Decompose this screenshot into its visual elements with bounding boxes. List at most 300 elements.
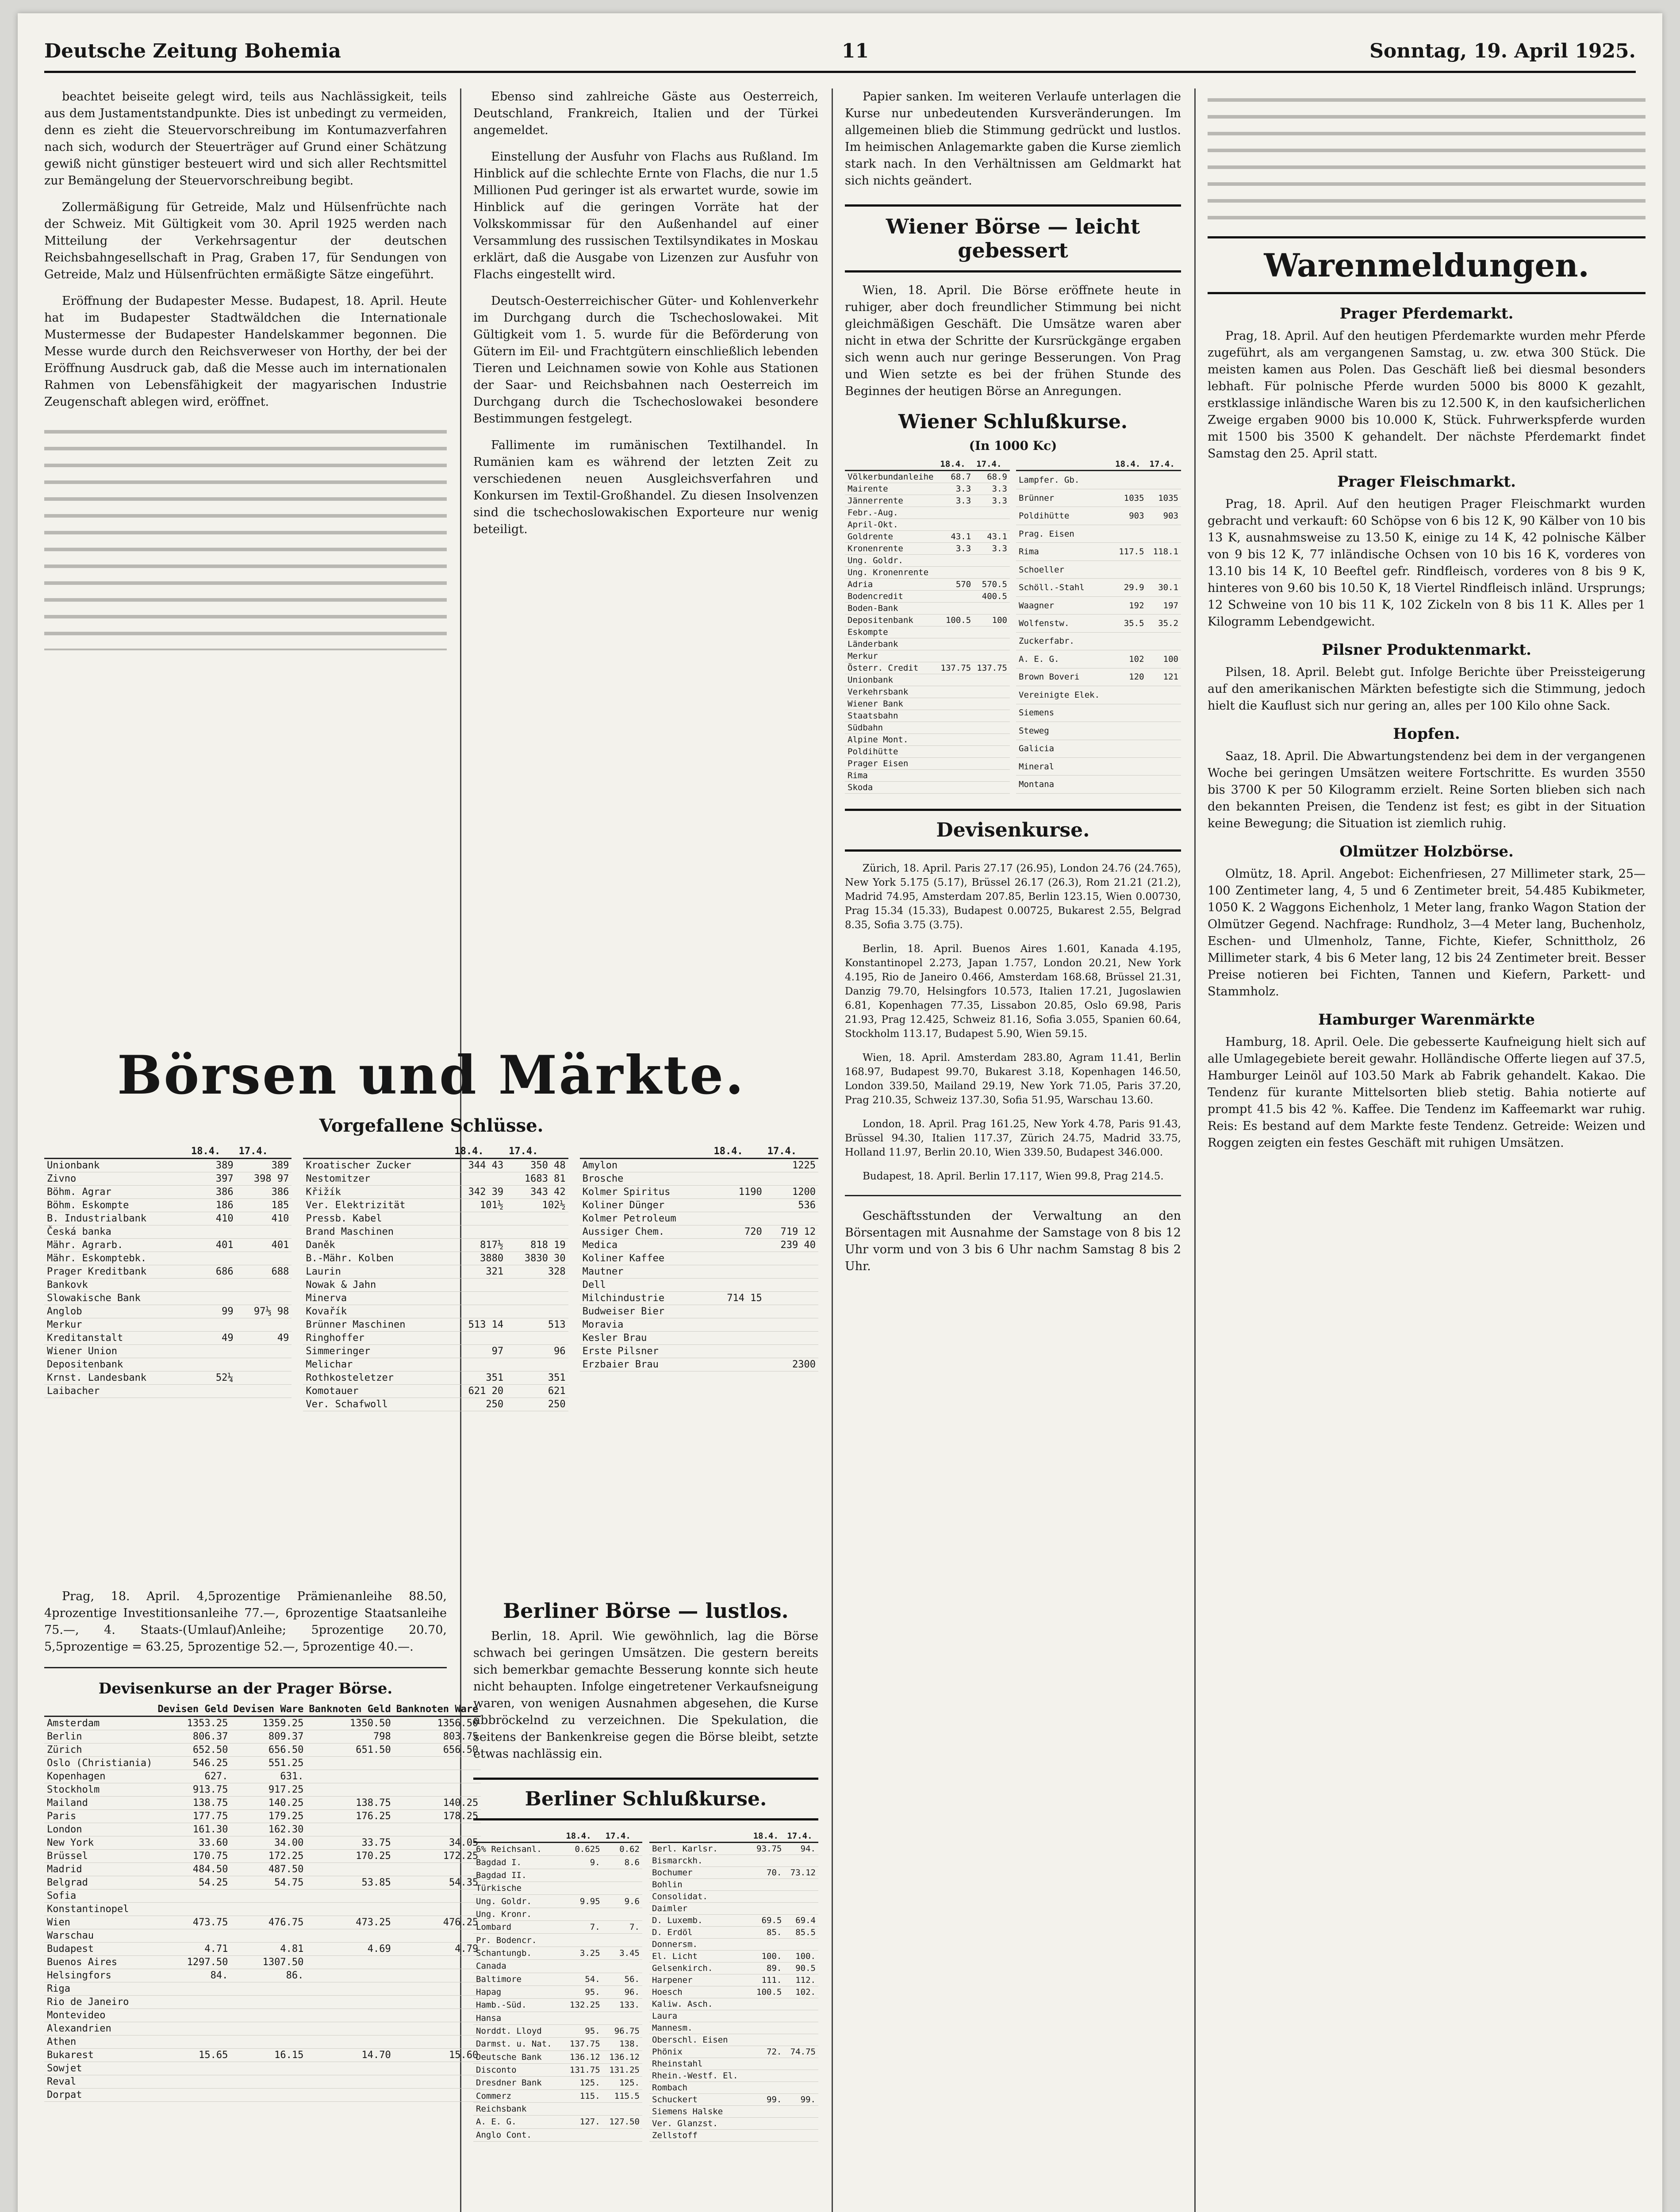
quote-value [230, 2075, 306, 2089]
quote-value [603, 1908, 642, 1920]
quote-value: 102 [1112, 650, 1147, 668]
quote-value [765, 1292, 818, 1305]
table-row [303, 1332, 568, 1345]
table-row [473, 1895, 642, 1908]
pilsner-heading: Pilsner Produktenmarkt. [1322, 641, 1531, 659]
quote-value: 35.2 [1147, 614, 1181, 632]
quote-value [974, 638, 1010, 650]
article-paragraph: Ebenso sind zahlreiche Gäste aus Oesterreich, Deutschland, Frankreich, Italien und der Türkei angemeldet. [473, 90, 818, 137]
quote-value: 112. [784, 1974, 818, 1986]
quote-value [306, 1903, 393, 1916]
quote-value [394, 1903, 481, 1916]
quote-value: 536 [765, 1199, 818, 1212]
security-name: Ung. Goldr. [845, 555, 937, 567]
table-row [473, 1960, 642, 1973]
table-row [44, 1252, 292, 1265]
quote-value: 476.25 [394, 1916, 481, 1929]
quote-value: 386 [188, 1186, 236, 1199]
quote-value [236, 1292, 292, 1305]
security-name: Koliner Dünger [580, 1199, 711, 1212]
waren-heading: Warenmeldungen. [1208, 236, 1645, 294]
quote-value [306, 2022, 393, 2035]
table-row [303, 1186, 568, 1199]
table-row [44, 1345, 292, 1358]
security-name: Unionbank [845, 674, 937, 686]
quote-value: 473.75 [155, 1916, 230, 1929]
quote-value: 14.70 [306, 2049, 393, 2062]
security-name: Koliner Kaffee [580, 1252, 711, 1265]
quote-value: 1359.25 [230, 1717, 306, 1730]
quote-value: 401 [236, 1239, 292, 1252]
quote-value [155, 1996, 230, 2009]
quote-value [230, 1982, 306, 1996]
quote-value [974, 650, 1010, 662]
security-name: Prager Kreditbank [44, 1265, 188, 1279]
table-row [44, 1836, 481, 1850]
quote-value: 68.7 [937, 471, 974, 483]
table-row [580, 1239, 818, 1252]
table-row [649, 2106, 818, 2118]
quote-value [563, 1960, 602, 1973]
table-row [473, 2077, 642, 2089]
quote-value: 4.69 [306, 1943, 393, 1956]
quote-value: 172.25 [230, 1850, 306, 1863]
security-name: D. Luxemb. [649, 1915, 751, 1927]
quote-value: 137.75 [974, 662, 1010, 674]
security-name: Dorpat [44, 2089, 155, 2102]
table-row [580, 1332, 818, 1345]
table-row [44, 1850, 481, 1863]
table-header [649, 1830, 751, 1843]
security-name: Consolidat. [649, 1891, 751, 1903]
table-row [1016, 507, 1181, 525]
quote-value: 239 40 [765, 1239, 818, 1252]
table-row [473, 2116, 642, 2128]
wiener-table [845, 458, 1010, 794]
quote-value: 56. [603, 1973, 642, 1985]
security-name: Rheinstahl [649, 2058, 751, 2070]
column-rule [1194, 88, 1196, 2212]
quote-value: 69.5 [751, 1915, 785, 1927]
quote-value [937, 698, 974, 710]
security-name: Brünner [1016, 489, 1112, 507]
quote-value: 101½ [452, 1199, 506, 1212]
quote-value [563, 1908, 602, 1920]
quote-value [236, 1225, 292, 1239]
quote-value: 54.35 [394, 1876, 481, 1889]
quote-value [155, 2062, 230, 2075]
quote-value [784, 2058, 818, 2070]
security-name: Bohlin [649, 1879, 751, 1891]
quote-value: 0.625 [563, 1843, 602, 1856]
table-row [649, 1879, 818, 1891]
quote-tables [44, 1145, 818, 1411]
table-row [473, 1947, 642, 1959]
quote-value [563, 1869, 602, 1882]
quote-value [765, 1279, 818, 1292]
security-name: Brüssel [44, 1850, 155, 1863]
table-row [44, 2022, 481, 2035]
quote-value: 93.75 [751, 1843, 785, 1855]
devisenkurse-heading: Devisenkurse. [845, 809, 1181, 852]
quote-value [974, 698, 1010, 710]
table-row [303, 1305, 568, 1318]
table-row [845, 662, 1010, 674]
table-row [649, 2118, 818, 2130]
table-row [303, 1279, 568, 1292]
table-row [845, 483, 1010, 495]
quote-value: 803.75 [394, 1730, 481, 1743]
quote-value: 621 20 [452, 1385, 506, 1398]
column-2 [473, 88, 818, 548]
quote-value: 115.5 [603, 2089, 642, 2102]
table-row [303, 1172, 568, 1186]
quote-value [784, 1879, 818, 1891]
quote-value [155, 1982, 230, 1996]
quote-value [452, 1292, 506, 1305]
boerse-time-text [845, 1208, 1181, 1275]
table-row [44, 2089, 481, 2102]
table-row [1016, 668, 1181, 686]
table-row [845, 746, 1010, 758]
quote-value: 1035 [1112, 489, 1147, 507]
table-row [303, 1265, 568, 1279]
security-name: Mineral [1016, 758, 1112, 776]
security-name: Disconto [473, 2063, 563, 2076]
table-row [845, 519, 1010, 531]
quote-value: 15.60 [394, 2049, 481, 2062]
security-name: Oslo (Christiania) [44, 1757, 155, 1770]
security-name: Daněk [303, 1239, 452, 1252]
quote-value [236, 1358, 292, 1371]
table-row [303, 1398, 568, 1411]
quote-value [230, 2009, 306, 2022]
quote-value: 3.3 [937, 483, 974, 495]
col2-lower [473, 1588, 818, 2142]
quote-value [784, 1891, 818, 1903]
quote-value [155, 2009, 230, 2022]
security-name: Baltimore [473, 1973, 563, 1985]
security-name: Canada [473, 1960, 563, 1973]
table-row [845, 770, 1010, 782]
quote-value: 410 [236, 1212, 292, 1225]
quote-value: 9.6 [603, 1895, 642, 1908]
quote-value [765, 1252, 818, 1265]
devisen-line: Budapest, 18. April. Berlin 17.117, Wien 99.8, Prag 214.5. [863, 1171, 1164, 1182]
security-name: Brosche [580, 1172, 711, 1186]
table-row [1016, 758, 1181, 776]
table-row [44, 1371, 292, 1385]
security-name: Bagdad II. [473, 1869, 563, 1882]
table-row [649, 2046, 818, 2058]
security-name: Rhein.-Westf. El. [649, 2070, 751, 2082]
security-name: Nowak & Jahn [303, 1279, 452, 1292]
table-header: Banknoten Geld [306, 1703, 393, 1717]
security-name: Komotauer [303, 1385, 452, 1398]
quote-value [1147, 704, 1181, 722]
table-row [473, 2024, 642, 2037]
quote-value: 16.15 [230, 2049, 306, 2062]
quote-value [452, 1225, 506, 1239]
quote-value [394, 1757, 481, 1770]
quote-value: 84. [155, 1969, 230, 1982]
quote-value [784, 1939, 818, 1951]
quote-value: 95. [563, 1985, 602, 1998]
quote-value: 476.75 [230, 1916, 306, 1929]
quote-value: 3.3 [974, 483, 1010, 495]
security-name: Kaliw. Asch. [649, 1998, 751, 2010]
security-name: Kronenrente [845, 543, 937, 555]
quote-value: 806.37 [155, 1730, 230, 1743]
quote-value [751, 1855, 785, 1867]
table-row [473, 2038, 642, 2051]
table-row [845, 507, 1010, 519]
quote-value: 903 [1112, 507, 1147, 525]
table-header: 17.4. [784, 1830, 818, 1843]
hopfen-text [1208, 748, 1645, 832]
security-name: Sowjet [44, 2062, 155, 2075]
quote-value [751, 1903, 785, 1915]
quote-value [306, 1863, 393, 1876]
security-name: Wien [44, 1916, 155, 1929]
quote-value [236, 1279, 292, 1292]
security-name: Brand Maschinen [303, 1225, 452, 1239]
quote-value [974, 746, 1010, 758]
table-row [44, 2035, 481, 2049]
quote-value [236, 1318, 292, 1332]
quote-value [937, 782, 974, 794]
quote-value [765, 1212, 818, 1225]
table-row [649, 1998, 818, 2010]
quote-value [394, 1956, 481, 1969]
table-row [44, 1159, 292, 1172]
devisenkurse-text [845, 861, 1181, 1183]
quote-value: 99. [784, 2094, 818, 2106]
column-rule [832, 88, 833, 2212]
security-name: Bochumer [649, 1867, 751, 1879]
quote-value [937, 507, 974, 519]
table-row [44, 1996, 481, 2009]
security-name: Hoesch [649, 1986, 751, 1998]
security-name: Alpine Mont. [845, 734, 937, 746]
masthead [44, 31, 1636, 73]
quote-value [784, 2034, 818, 2046]
table-row [44, 1903, 481, 1916]
table-header: 18.4. [1112, 458, 1147, 471]
table-row [845, 531, 1010, 543]
quote-value [1147, 561, 1181, 578]
table-row [44, 1186, 292, 1199]
table-row [44, 1916, 481, 1929]
quote-value: 3880 [452, 1252, 506, 1265]
quote-value: 344 43 [452, 1159, 506, 1172]
quote-value: 127. [563, 2116, 602, 2128]
prag-text [44, 1588, 447, 1655]
security-name: A. E. G. [473, 2116, 563, 2128]
table-row [473, 1869, 642, 1882]
table-row [473, 2102, 642, 2115]
table-row [44, 1943, 481, 1956]
newspaper-page [18, 13, 1662, 2212]
hamburg-heading: Hamburger Warenmärkte [1318, 1011, 1535, 1029]
quote-value: 473.25 [306, 1916, 393, 1929]
quote-value [506, 1305, 568, 1318]
quote-value: 1350.50 [306, 1717, 393, 1730]
table-row [845, 579, 1010, 591]
table-row [845, 698, 1010, 710]
quote-value [784, 2010, 818, 2022]
quote-value: 809.37 [230, 1730, 306, 1743]
table-row [580, 1252, 818, 1265]
security-name: Kreditanstalt [44, 1332, 188, 1345]
table-row [580, 1305, 818, 1318]
table-header [1016, 458, 1112, 471]
quote-value: 95. [563, 2024, 602, 2037]
quote-value [711, 1345, 764, 1358]
security-name: El. Licht [649, 1951, 751, 1962]
quote-value: 100 [974, 614, 1010, 626]
security-name: Anglo Cont. [473, 2128, 563, 2141]
security-name: Hansa [473, 2012, 563, 2024]
quote-value: 140.25 [394, 1797, 481, 1810]
security-name: Hapag [473, 1985, 563, 1998]
quote-value: 0.62 [603, 1843, 642, 1856]
quote-value [1147, 740, 1181, 757]
quote-value: 30.1 [1147, 579, 1181, 596]
security-name: Schoeller [1016, 561, 1112, 578]
quote-value [394, 2089, 481, 2102]
quote-value [394, 1863, 481, 1876]
table-row [44, 1318, 292, 1332]
table-row [44, 1292, 292, 1305]
table-row [473, 1921, 642, 1934]
industrie-table [303, 1145, 568, 1411]
article-paragraph: Saaz, 18. April. Die Abwartungstendenz bei dem in der vergangenen Woche bei geringen Umsätzen weitere Fortschritte. Es wurden 3550 bis 3700 K per 50 Kilogramm erzielt. Reine Sorten blieben sich nach den bekannten Preisen, die Tendenz ist fest; es gibt in der Situation keine Bewegung; die Situation ist ziemlich ruhig. [1208, 749, 1645, 830]
quote-value [765, 1265, 818, 1279]
table-row [649, 2058, 818, 2070]
quote-value [236, 1371, 292, 1385]
quote-value: 68.9 [974, 471, 1010, 483]
security-name: Amylon [580, 1159, 711, 1172]
security-name: Helsingfors [44, 1969, 155, 1982]
quote-value: 49 [188, 1332, 236, 1345]
quote-value [784, 2118, 818, 2130]
security-name: Berl. Karlsr. [649, 1843, 751, 1855]
quote-value: 546.25 [155, 1757, 230, 1770]
quote-value [155, 2022, 230, 2035]
security-name: Mannesm. [649, 2022, 751, 2034]
security-name: Česká banka [44, 1225, 188, 1239]
table-row [649, 1974, 818, 1986]
table-row [649, 2034, 818, 2046]
quote-value: 570.5 [974, 579, 1010, 591]
quote-value [506, 1225, 568, 1239]
article-paragraph: Berlin, 18. April. Wie gewöhnlich, lag die Börse schwach bei geringen Umsätzen. Die gestern bereits sich bemerkbar gemachte Besserung konnte sich heute nicht behaupten. Infolge eingetretener Verkaufsneigung waren, von wenigen Ausnahmen abgesehen, die Kurse abbröckelnd zu verzeichnen. Die Spekulation, die seitens der Bankenkreise gegen die Börse bleibt, setzte etwas nachlässig ein. [473, 1629, 818, 1761]
table-row [473, 1856, 642, 1869]
security-name: Unionbank [44, 1159, 188, 1172]
banken-block [44, 1145, 292, 1411]
quote-value [306, 1956, 393, 1969]
quote-value: 1353.25 [155, 1717, 230, 1730]
quote-value [236, 1345, 292, 1358]
table-header: 17.4. [236, 1145, 292, 1159]
table-row [1016, 686, 1181, 704]
table-row [845, 686, 1010, 698]
hamburg-text [1208, 1034, 1645, 1152]
quote-value [394, 1770, 481, 1783]
quote-value [784, 2082, 818, 2094]
quote-value [937, 734, 974, 746]
article-paragraph: Geschäftsstunden der Verwaltung an den Börsentagen mit Ausnahme der Samstage von 8 bis 12 Uhr vorm und von 3 bis 6 Uhr nachm Samstag 8 bis 2 Uhr. [845, 1209, 1181, 1273]
table-row [44, 1172, 292, 1186]
security-name: Länderbank [845, 638, 937, 650]
quote-value: 3.3 [937, 543, 974, 555]
quote-value: 4.79 [394, 1943, 481, 1956]
security-name: Harpener [649, 1974, 751, 1986]
quote-value [937, 686, 974, 698]
security-name: Daimler [649, 1903, 751, 1915]
quote-value: 389 [236, 1159, 292, 1172]
security-name: Rombach [649, 2082, 751, 2094]
quote-value: 102½ [506, 1199, 568, 1212]
quote-value: 4.71 [155, 1943, 230, 1956]
quote-value [937, 603, 974, 614]
quote-value [1112, 776, 1147, 794]
quote-value: 913.75 [155, 1783, 230, 1797]
security-name: Völkerbundanleihe [845, 471, 937, 483]
devisen-line: Zürich, 18. April. Paris 27.17 (26.95), London 24.76 (24.765), New York 5.175 (5.17), Brüssel 26.17 (26.3), Rom 21.21 (21.2), Madrid 74.95, Amsterdam 207.85, Berlin 123.15, Wien 0.00730, Prag 15.34 (15.33), Budapest 0.00725, Bukarest 2.55, Belgrad 8.35, Sofia 3.75 (3.75). [845, 863, 1181, 931]
table-header: 18.4. [751, 1830, 785, 1843]
quote-value: 7. [563, 1921, 602, 1934]
divider [44, 1667, 447, 1668]
table-row [473, 1973, 642, 1985]
quote-value: 49 [236, 1332, 292, 1345]
table-row [303, 1358, 568, 1371]
table-row [44, 1212, 292, 1225]
devisen-table [44, 1703, 481, 2102]
quote-value [751, 2022, 785, 2034]
security-name: Norddt. Lloyd [473, 2024, 563, 2037]
quote-value [394, 1889, 481, 1903]
security-name: Ver. Schafwoll [303, 1398, 452, 1411]
table-row [845, 626, 1010, 638]
table-row [580, 1318, 818, 1332]
berliner-schluss-heading: Berliner Schlußkurse. [473, 1778, 818, 1820]
quote-value [603, 1934, 642, 1947]
quote-value: 43.1 [974, 531, 1010, 543]
quote-value: 1225 [765, 1159, 818, 1172]
quote-value: 100.5 [937, 614, 974, 626]
table-row [649, 2094, 818, 2106]
pferdemarkt-heading: Prager Pferdemarkt. [1339, 305, 1514, 323]
security-name: Zürich [44, 1743, 155, 1757]
quote-value [937, 638, 974, 650]
table-row [44, 1225, 292, 1239]
table-row [649, 2082, 818, 2094]
quote-value [452, 1212, 506, 1225]
quote-value [974, 555, 1010, 567]
quote-value [711, 1172, 764, 1186]
quote-value: 551.25 [230, 1757, 306, 1770]
security-name: Goldrente [845, 531, 937, 543]
table-row [580, 1212, 818, 1225]
quote-value: 138.75 [155, 1797, 230, 1810]
security-name: Deutsche Bank [473, 2051, 563, 2063]
security-name: Brünner Maschinen [303, 1318, 452, 1332]
table-row [649, 2070, 818, 2082]
table-row [845, 603, 1010, 614]
quote-value: 386 [236, 1186, 292, 1199]
